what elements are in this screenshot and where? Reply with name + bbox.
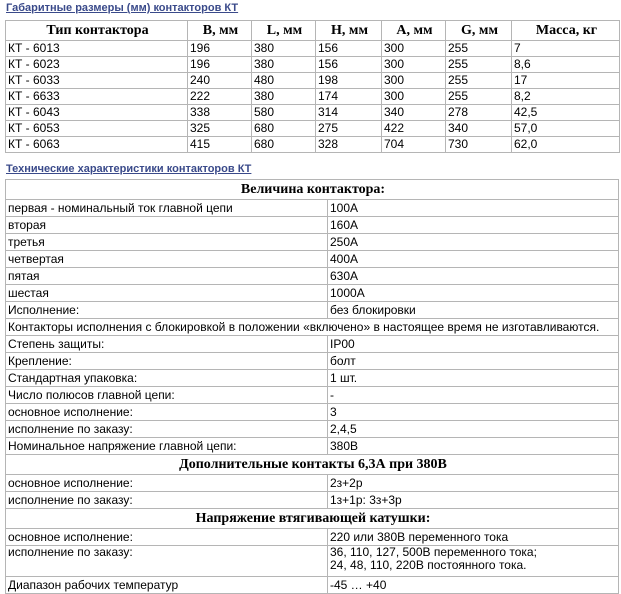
dimension-value-cell: 7 (512, 41, 620, 57)
spec-value: 220 или 380В переменного тока (328, 529, 619, 546)
spec-note: Контакторы исполнения с блокировкой в положении «включено» в настоящее время не изготавливаются. (6, 319, 619, 336)
spec-value: без блокировки (328, 302, 619, 319)
spec-row (6, 492, 619, 509)
dimensions-column-header: B, мм (188, 21, 252, 41)
spec-label: Крепление: (6, 353, 328, 370)
dimension-value-cell: 338 (188, 105, 252, 121)
spec-value: IP00 (328, 336, 619, 353)
dimension-value-cell: 380 (252, 89, 316, 105)
spec-label: основное исполнение: (6, 404, 328, 421)
spec-row (6, 475, 619, 492)
spec-row (6, 455, 619, 475)
dimension-value-cell: 62,0 (512, 137, 620, 153)
spec-value: 2,4,5 (328, 421, 619, 438)
contactor-type-cell: КТ - 6013 (6, 41, 188, 57)
dimensions-header-row (6, 21, 620, 41)
spec-row (6, 234, 619, 251)
spec-label: Исполнение: (6, 302, 328, 319)
dimension-value-cell: 198 (316, 73, 382, 89)
spec-label: третья (6, 234, 328, 251)
spec-value: 1000А (328, 285, 619, 302)
dimensions-column-header: H, мм (316, 21, 382, 41)
spec-value: 160А (328, 217, 619, 234)
spec-row (6, 404, 619, 421)
spec-row (6, 251, 619, 268)
spec-value: 630А (328, 268, 619, 285)
spec-value: -45 … +40 (328, 577, 619, 594)
dimension-value-cell: 255 (446, 89, 512, 105)
spec-row (6, 200, 619, 217)
dimension-value-cell: 480 (252, 73, 316, 89)
dimension-value-cell: 340 (446, 121, 512, 137)
spec-value: 380В (328, 438, 619, 455)
dimension-value-cell: 300 (382, 73, 446, 89)
spec-label: вторая (6, 217, 328, 234)
table-row (6, 105, 620, 121)
table-row (6, 137, 620, 153)
dimensions-column-header: Масса, кг (512, 21, 620, 41)
table-row (6, 41, 620, 57)
spec-label: Степень защиты: (6, 336, 328, 353)
specifications-table (5, 179, 619, 594)
dimension-value-cell: 314 (316, 105, 382, 121)
dimension-value-cell: 730 (446, 137, 512, 153)
dimension-value-cell: 8,2 (512, 89, 620, 105)
dimension-value-cell: 580 (252, 105, 316, 121)
contactor-type-cell: КТ - 6053 (6, 121, 188, 137)
dimension-value-cell: 328 (316, 137, 382, 153)
dimension-value-cell: 255 (446, 73, 512, 89)
dimension-value-cell: 57,0 (512, 121, 620, 137)
dimension-value-cell: 422 (382, 121, 446, 137)
dimension-value-cell: 300 (382, 41, 446, 57)
spec-row (6, 285, 619, 302)
spec-row (6, 509, 619, 529)
spec-row (6, 577, 619, 594)
spec-group-heading: Дополнительные контакты 6,3А при 380В (6, 455, 619, 475)
spec-value: 250А (328, 234, 619, 251)
spec-value: 2з+2р (328, 475, 619, 492)
dimension-value-cell: 380 (252, 57, 316, 73)
dimension-value-cell: 275 (316, 121, 382, 137)
spec-row (6, 268, 619, 285)
spec-section-title[interactable]: Технические характеристики контакторов КТ (6, 163, 252, 175)
spec-row (6, 336, 619, 353)
spec-value-line: 24, 48, 110, 220В постоянного тока. (330, 558, 527, 572)
dimension-value-cell: 240 (188, 73, 252, 89)
dimensions-column-header: A, мм (382, 21, 446, 41)
spec-label: шестая (6, 285, 328, 302)
dimension-value-cell: 680 (252, 137, 316, 153)
spec-label: Номинальное напряжение главной цепи: (6, 438, 328, 455)
table-row (6, 121, 620, 137)
spec-row (6, 217, 619, 234)
spec-value: 1з+1р: 3з+3р (328, 492, 619, 509)
spec-row (6, 302, 619, 319)
spec-value: 400А (328, 251, 619, 268)
spec-label: Число полюсов главной цепи: (6, 387, 328, 404)
table-row (6, 89, 620, 105)
spec-value: болт (328, 353, 619, 370)
spec-label: исполнение по заказу: (6, 492, 328, 509)
dimension-value-cell: 156 (316, 57, 382, 73)
spec-label: четвертая (6, 251, 328, 268)
spec-row (6, 529, 619, 546)
spec-group-heading: Величина контактора: (6, 180, 619, 200)
spec-label: исполнение по заказу: (6, 421, 328, 438)
spec-value: 1 шт. (328, 370, 619, 387)
spec-label: Стандартная упаковка: (6, 370, 328, 387)
spec-label: первая - номинальный ток главной цепи (6, 200, 328, 217)
table-row (6, 57, 620, 73)
dimension-value-cell: 340 (382, 105, 446, 121)
contactor-type-cell: КТ - 6633 (6, 89, 188, 105)
contactor-type-cell: КТ - 6023 (6, 57, 188, 73)
dimensions-column-header: G, мм (446, 21, 512, 41)
dimensions-column-header: Тип контактора (6, 21, 188, 41)
table-row (6, 73, 620, 89)
spec-value-line: 36, 110, 127, 500В переменного тока; (330, 545, 537, 559)
spec-row (6, 438, 619, 455)
dimension-value-cell: 156 (316, 41, 382, 57)
dimension-value-cell: 704 (382, 137, 446, 153)
spec-value: - (328, 387, 619, 404)
dimension-value-cell: 222 (188, 89, 252, 105)
dimension-value-cell: 680 (252, 121, 316, 137)
spec-group-heading: Напряжение втягивающей катушки: (6, 509, 619, 529)
spec-row (6, 370, 619, 387)
dimension-value-cell: 380 (252, 41, 316, 57)
contactor-type-cell: КТ - 6063 (6, 137, 188, 153)
dimension-value-cell: 8,6 (512, 57, 620, 73)
spec-label: основное исполнение: (6, 475, 328, 492)
spec-row (6, 546, 619, 577)
spec-value: 3 (328, 404, 619, 421)
dimension-value-cell: 300 (382, 89, 446, 105)
spec-row (6, 353, 619, 370)
dimension-value-cell: 17 (512, 73, 620, 89)
contactor-type-cell: КТ - 6033 (6, 73, 188, 89)
spec-row (6, 319, 619, 336)
dimension-value-cell: 196 (188, 57, 252, 73)
dimension-value-cell: 278 (446, 105, 512, 121)
spec-label: основное исполнение: (6, 529, 328, 546)
spec-row (6, 180, 619, 200)
dimensions-column-header: L, мм (252, 21, 316, 41)
dimension-value-cell: 174 (316, 89, 382, 105)
spec-label: исполнение по заказу: (6, 546, 328, 577)
dimensions-table (5, 20, 620, 153)
dimension-value-cell: 42,5 (512, 105, 620, 121)
dimension-value-cell: 300 (382, 57, 446, 73)
dimension-value-cell: 415 (188, 137, 252, 153)
dimension-value-cell: 325 (188, 121, 252, 137)
spec-label: Диапазон рабочих температур (6, 577, 328, 594)
spec-row (6, 421, 619, 438)
spec-value (328, 546, 619, 577)
dims-section-title[interactable]: Габаритные размеры (мм) контакторов КТ (6, 2, 239, 14)
contactor-type-cell: КТ - 6043 (6, 105, 188, 121)
dimension-value-cell: 255 (446, 57, 512, 73)
spec-value: 100А (328, 200, 619, 217)
spec-row (6, 387, 619, 404)
spec-label: пятая (6, 268, 328, 285)
dimension-value-cell: 196 (188, 41, 252, 57)
dimension-value-cell: 255 (446, 41, 512, 57)
